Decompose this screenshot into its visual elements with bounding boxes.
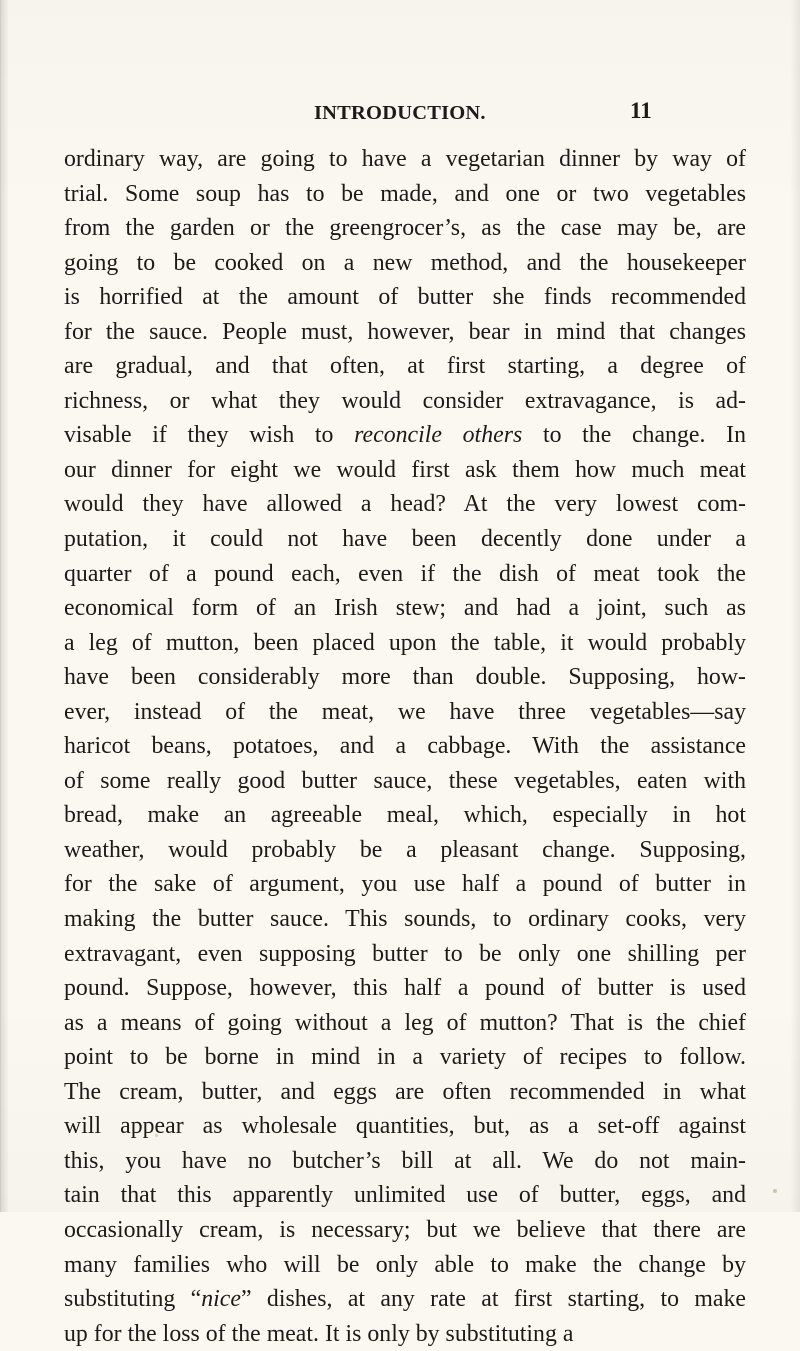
text-line-29: will appear as wholesale quantities, but, as a set-off against: [64, 1113, 746, 1140]
text-line-2: trial. Some soup has to be made, and one or two vegetables: [64, 180, 746, 207]
paper-speck: [155, 1134, 158, 1137]
text-line-19: of some really good butter sauce, these vegetables, eaten with: [64, 767, 746, 794]
text-line-5: is horrified at the amount of butter she finds recommended: [64, 284, 746, 311]
text-line-16: have been considerably more than double. Supposing, how-: [64, 664, 746, 691]
page-number: 11: [630, 98, 652, 123]
text-line-26: as a means of going without a leg of mutton? That is the chief: [64, 1009, 746, 1036]
text-line-1: ordinary way, are going to have a vegetarian dinner by way of: [64, 146, 746, 172]
text-line-34: [64, 1282, 746, 1317]
emphasized-word-nice: nice: [201, 1286, 241, 1313]
text-line-34-after: ” dishes, at any rate at first starting, to make: [240, 1286, 746, 1313]
emphasized-phrase-reconcile-others: reconcile others: [354, 422, 523, 449]
text-line-6: for the sauce. People must, however, bear in mind that changes: [64, 318, 746, 345]
text-line-13: quarter of a pound each, even if the dish of meat took the: [64, 560, 746, 587]
text-line-34-before: substituting “: [64, 1286, 202, 1313]
running-head: INTRODUCTION.: [314, 102, 486, 124]
text-line-15: a leg of mutton, been placed upon the table, it would probably: [64, 629, 746, 656]
text-line-18: haricot beans, potatoes, and a cabbage. With the assistance: [64, 733, 746, 760]
text-line-31: tain that this apparently unlimited use of butter, eggs, and: [64, 1182, 746, 1209]
text-line-14: economical form of an Irish stew; and had a joint, such as: [64, 595, 746, 622]
text-line-33: many families who will be only able to make the change by: [64, 1251, 746, 1278]
text-line-25: pound. Suppose, however, this half a pound of butter is used: [64, 975, 746, 1002]
text-line-4: going to be cooked on a new method, and the housekeeper: [64, 249, 746, 276]
text-line-30: this, you have no butcher’s bill at all. We do not main-: [64, 1147, 746, 1174]
text-line-9-before: visable if they wish to: [64, 422, 355, 449]
text-line-7: are gradual, and that often, at first starting, a degree of: [64, 353, 746, 380]
text-line-20: bread, make an agreeable meal, which, especially in hot: [64, 802, 746, 829]
text-line-8: richness, or what they would consider extravagance, is ad-: [64, 387, 746, 414]
text-line-9: [64, 418, 746, 453]
text-line-32: occasionally cream, is necessary; but we believe that there are: [64, 1216, 746, 1243]
text-line-27: point to be borne in mind in a variety of recipes to follow.: [64, 1044, 746, 1071]
text-line-24: extravagant, even supposing butter to be only one shilling per: [64, 940, 746, 967]
text-line-12: putation, it could not have been decently done under a: [64, 526, 746, 553]
text-line-23: making the butter sauce. This sounds, to ordinary cooks, very: [64, 906, 746, 933]
text-line-28: The cream, butter, and eggs are often recommended in what: [64, 1078, 746, 1105]
main-paragraph: [64, 142, 746, 1351]
paper-speck: [773, 1189, 777, 1193]
text-line-17: ever, instead of the meat, we have three vegetables—say: [64, 698, 746, 725]
text-line-11: would they have allowed a head? At the very lowest com-: [64, 491, 746, 518]
text-line-22: for the sake of argument, you use half a pound of butter in: [64, 871, 746, 898]
text-line-9-after: to the change. In: [522, 422, 746, 449]
text-line-35: up for the loss of the meat. It is only by substituting a: [64, 1320, 574, 1347]
text-line-3: from the garden or the greengrocer’s, as the case may be, are: [64, 215, 746, 242]
text-line-10: our dinner for eight we would first ask them how much meat: [64, 456, 746, 483]
text-line-21: weather, would probably be a pleasant change. Supposing,: [64, 836, 746, 863]
